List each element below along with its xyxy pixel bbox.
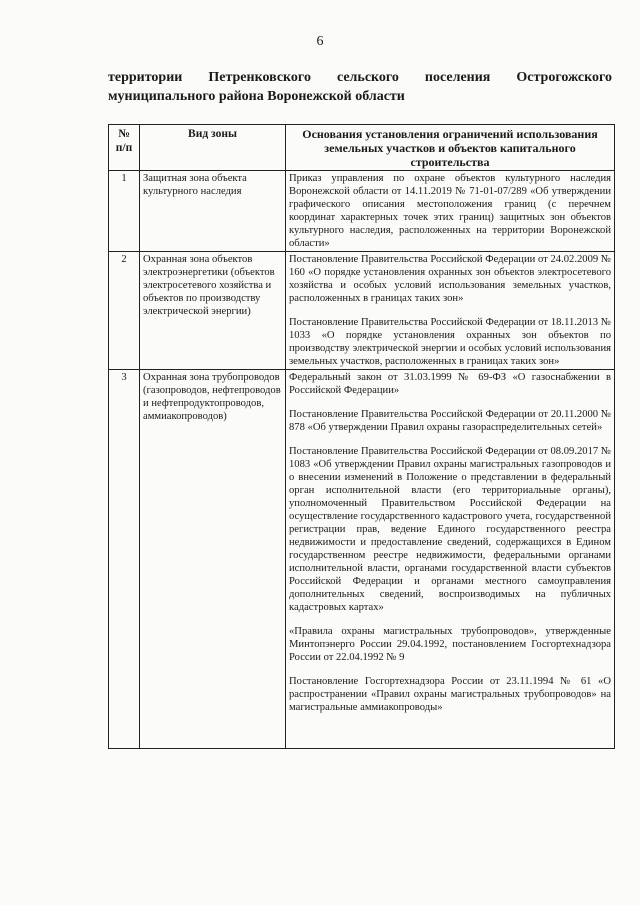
table-row	[109, 171, 615, 252]
zone-basis	[286, 370, 615, 749]
row-number: 1	[109, 171, 140, 252]
page-number: 6	[316, 34, 324, 49]
table-row	[109, 370, 615, 749]
basis-paragraph: Федеральный закон от 31.03.1999 № 69-ФЗ «О газоснабжении в Российской Федерации»	[289, 372, 611, 396]
cell-spacer	[289, 725, 611, 747]
zone-type: Охранная зона объектов электроэнергетики (объектов электросетевого хозяйства и объектов по производству электрической энергии)	[140, 252, 286, 370]
basis-paragraph: Постановление Госгортехнадзора России от 23.11.1994 № 61 «О распространении «Правил охраны магистральных трубопроводов» на магистральные аммиакопроводы»	[289, 676, 611, 713]
zone-basis	[286, 171, 615, 252]
basis-paragraph: Постановление Правительства Российской Федерации от 18.11.2013 № 1033 «О порядке установления охранных зон объектов по производству электрической энергии и особых условий использования земельных участков, расположенных в границах таких зон»	[289, 317, 611, 367]
restriction-zones-table	[108, 124, 615, 749]
table-row	[109, 252, 615, 370]
row-number: 3	[109, 370, 140, 749]
header-number: № п/п	[109, 125, 140, 171]
row-number: 2	[109, 252, 140, 370]
zone-type: Охранная зона трубопроводов (газопроводов, нефтепроводов и нефтепродуктопроводов, аммиакопроводов)	[140, 370, 286, 749]
zone-type: Защитная зона объекта культурного наследия	[140, 171, 286, 252]
basis-paragraph: Постановление Правительства Российской Федерации от 08.09.2017 № 1083 «Об утверждении Правил охраны магистральных газопроводов и о внесении изменений в Положение о представлении в федеральный орган исполнительной власти (его территориальные органы), уполномоченный Правительством Российской Федерации на осуществление государственного кадастрового учета, государственной регистрации прав, ведение Единого государственного реестра недвижимости и предоставление сведений, содержащихся в Едином государственном реестре недвижимости, федеральными органами исполнительной власти, органами государственной власти субъектов Российской Федерации и органами местного самоуправления дополнительных сведений, воспроизводимых на публичных кадастровых картах»	[289, 446, 611, 613]
header-basis: Основания установления ограничений использования земельных участков и объектов капитального строительства	[286, 125, 615, 171]
basis-paragraph: Постановление Правительства Российской Федерации от 20.11.2000 № 878 «Об утверждении Правил охраны газораспределительных сетей»	[289, 409, 611, 433]
basis-paragraph: Постановление Правительства Российской Федерации от 24.02.2009 № 160 «О порядке установления охранных зон объектов электросетевого хозяйства и особых условий использования земельных участков, расположенных в границах таких зон»	[289, 254, 611, 304]
basis-paragraph: «Правила охраны магистральных трубопроводов», утвержденные Минтопэнерго России 29.04.1992, постановлением Госгортехнадзора России от 22.04.1992 № 9	[289, 626, 611, 663]
header-zone-type: Вид зоны	[140, 125, 286, 171]
basis-paragraph: Приказ управления по охране объектов культурного наследия Воронежской области от 14.11.2019 № 71-01-07/289 «Об утверждении графического описания местоположения границ (с перечнем координат характерных точек этих границ) защитных зон объектов культурного наследия, расположенных на территории Воронежской области»	[289, 173, 611, 249]
section-heading: территории Петренковского сельского поселения Острогожского муниципального района Воронежской области	[108, 70, 612, 104]
table-header-row	[109, 125, 615, 171]
zone-basis	[286, 252, 615, 370]
